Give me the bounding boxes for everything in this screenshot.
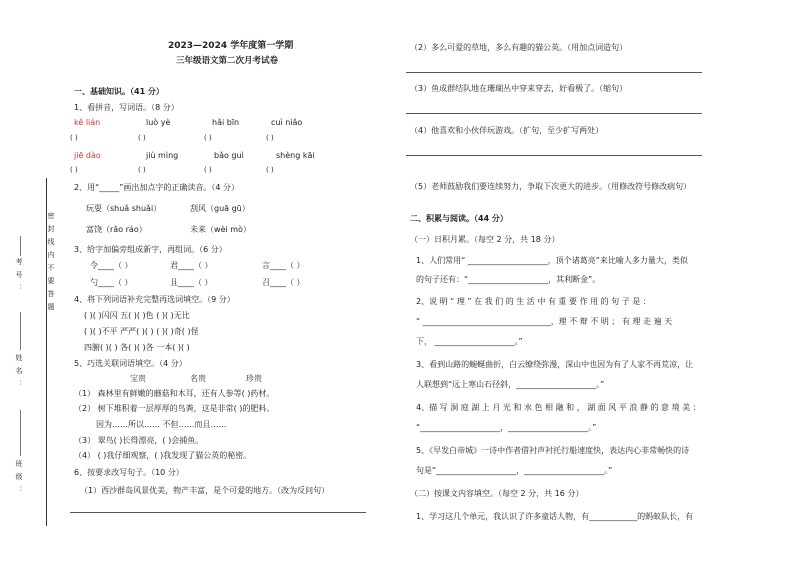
- exam-title: 2023—2024 学年度第一学期: [168, 41, 294, 51]
- answer-blank[interactable]: ( ): [204, 166, 212, 174]
- banji-line: [20, 410, 21, 456]
- q5-word: 名贵: [190, 374, 206, 383]
- pinyin: shèng kāi: [276, 151, 315, 160]
- pinyin: luò yè: [146, 118, 171, 127]
- q2-option[interactable]: 富饶（rǎo ráo）: [86, 225, 147, 234]
- answer-blank[interactable]: ( ): [266, 134, 274, 142]
- part-1-title: （一）日积月累。（每空 2 分，共 18 分）: [410, 235, 560, 244]
- pinyin: cuì niǎo: [271, 118, 303, 127]
- q2-option[interactable]: 刮风（guā gū）: [190, 204, 250, 213]
- q5-prompt: 5、巧选关联词语填空。（4 分）: [74, 359, 187, 368]
- q2-prompt: 2、用“_____”画出加点字的正确读音。（4 分）: [74, 183, 240, 192]
- answer-blank[interactable]: ( ): [204, 134, 212, 142]
- q4-row[interactable]: 四腑( )( ) 各( )( )各 一本( )( ): [84, 343, 190, 352]
- xingming-line: [20, 312, 21, 350]
- q3-prompt: 3、给字加偏旁组成新字，再组词。（6 分）: [74, 245, 227, 254]
- answer-line[interactable]: [406, 113, 702, 114]
- q4-row[interactable]: ( )( )闪闪 五( )( )色 ( )( )无比: [84, 311, 190, 320]
- q2-option[interactable]: 未来（wèi mò）: [190, 225, 251, 234]
- fill-item[interactable]: 句是“____________________，____________________。”: [416, 466, 613, 475]
- q5-line[interactable]: （3） 翠鸟( )长得漂亮，( )会捕鱼。: [74, 436, 204, 445]
- xingming-label: 姓名：: [15, 354, 23, 393]
- answer-blank[interactable]: ( ): [266, 166, 274, 174]
- q4-row[interactable]: ( )( )不平 严严( )( ) ( )( )奇( )怪: [84, 327, 199, 336]
- q4-prompt: 4、将下列词语补充完整再选词填空。（9 分）: [74, 295, 235, 304]
- fill-item[interactable]: 3、看到山路的蜿蜒曲折，白云缭绕弥漫，深山中也因为有了人家不再荒凉，让: [416, 360, 694, 369]
- q3-item[interactable]: 勺____（ ）: [90, 278, 133, 287]
- q5-connectives: 因为……所以…… 不但……而且……: [96, 420, 227, 429]
- section-2-title: 二、积累与阅读。（44 分）: [410, 214, 508, 223]
- fill-item[interactable]: 5、《早发白帝城》一诗中作者借衬声衬托行船速度快，表达内心非常畅快的诗: [416, 446, 690, 455]
- pinyin: jiē dào: [74, 151, 101, 160]
- q3-item[interactable]: 令____（ ）: [90, 261, 133, 270]
- q5-line[interactable]: （4） ( )我仔细观察，( )我发现了猫公英的秘密。: [74, 451, 252, 460]
- answer-blank[interactable]: ( ): [70, 166, 78, 174]
- fill-item[interactable]: “____________________，____________________。”: [416, 423, 597, 432]
- answer-line[interactable]: [406, 72, 702, 73]
- fill-item[interactable]: 2、说 明 “ 理 ” 在 我 们 的 生 活 中 有 重 要 作 用 的 句 子 是 ：: [416, 297, 651, 306]
- rewrite-item: （5）老师鼓励我们要连续努力，争取下次更大的进步。（用修改符号修改病句）: [410, 182, 692, 191]
- pinyin: bǎo guì: [214, 151, 244, 160]
- q5-line[interactable]: （2） 树下堆积着一层厚厚的鸟粪，这是非常( )的肥料。: [74, 404, 275, 413]
- pinyin: jiù mìng: [146, 151, 179, 160]
- section-1-title: 一、基础知识。（41 分）: [74, 87, 164, 96]
- q2-option[interactable]: 玩耍（shuǎ shuǎi）: [86, 204, 162, 213]
- fill-item[interactable]: 1、人们常用“ ____________________，顶个诸葛亮”来比喻人多力量大，类似: [416, 256, 688, 265]
- rewrite-item: （4）他喜欢和小伙伴玩游戏。（扩句，至少扩写两处）: [410, 126, 604, 135]
- fill-item[interactable]: “ ________________________________，理 不 辩 不 明 ； 有 理 走 遍 天: [416, 317, 673, 326]
- answer-line[interactable]: [406, 155, 702, 156]
- answer-blank[interactable]: ( ): [138, 166, 146, 174]
- q5-line[interactable]: （1） 森林里有鲜嫩的蘑菇和木耳，还有人参等( )药材。: [74, 389, 275, 398]
- pinyin: hǎi bīn: [212, 118, 240, 127]
- q3-item[interactable]: 言____（ ）: [262, 261, 305, 270]
- kaohao-label: 考号：: [15, 258, 23, 297]
- answer-blank[interactable]: ( ): [70, 134, 78, 142]
- q3-item[interactable]: 召____（ ）: [262, 278, 305, 287]
- seal-text: 密封线内不要答题: [47, 212, 55, 316]
- part-2-title: （二）按课文内容填空。（每空 2 分，共 16 分）: [410, 489, 584, 498]
- fill-item[interactable]: 人联想到“远上寒山石径斜，____________________。”: [416, 380, 605, 389]
- fill-item[interactable]: 4、描 写 洞 庭 湖 上 月 光 和 水 色 相 融 和 ， 湖 面 风 平 浪 静 的 意 境 美 ：: [416, 403, 701, 412]
- q1-prompt: 1、看拼音，写词语。（8 分）: [74, 103, 179, 112]
- kaohao-line: [20, 236, 21, 256]
- rewrite-item: （3）鱼成群结队地在珊瑚丛中穿来穿去，好看极了。（缩句）: [410, 84, 628, 93]
- fill-item[interactable]: 的句子还有：“____________________，其利断金”。: [416, 275, 601, 284]
- q6-prompt: 6、按要求改写句子。（10 分）: [74, 468, 184, 477]
- q3-item[interactable]: 且____（ ）: [170, 278, 213, 287]
- answer-blank[interactable]: ( ): [138, 134, 146, 142]
- q5-word: 珍贵: [246, 374, 262, 383]
- rewrite-item: （2）多么可爱的草地，多么有趣的猫公英。（用加点词造句）: [410, 43, 628, 52]
- banji-label: 班级：: [15, 460, 23, 499]
- exam-subtitle: 三年级语文第二次月考试卷: [176, 56, 279, 66]
- pinyin: kě lián: [74, 118, 101, 127]
- fill-item[interactable]: 下， ____________________。”: [416, 337, 523, 346]
- answer-line[interactable]: [70, 512, 366, 513]
- fill-item[interactable]: 1、学习这几个单元，我认识了许多童话人物，有____________的蚂蚁队长，有: [416, 512, 694, 521]
- q6-item: （1）西沙群岛风景优美，物产丰富，是个可爱的地方。（改为反问句）: [80, 486, 330, 495]
- q3-item[interactable]: 君____（ ）: [170, 261, 213, 270]
- q5-word: 宝贵: [130, 374, 146, 383]
